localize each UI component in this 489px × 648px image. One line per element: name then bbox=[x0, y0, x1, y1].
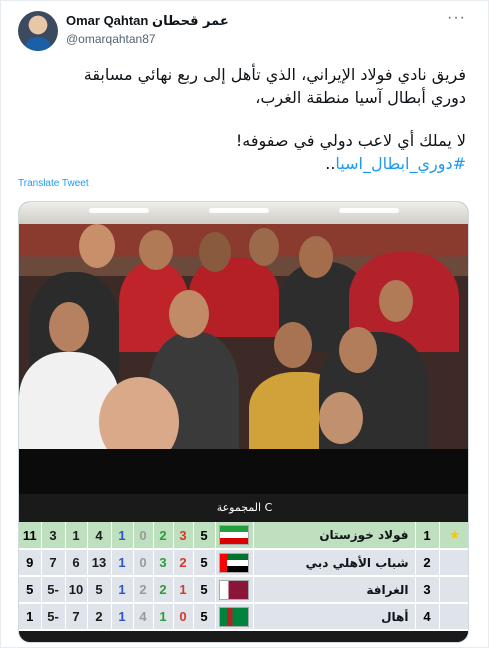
won-cell: 3 bbox=[153, 549, 173, 576]
goal-diff-cell: 5- bbox=[41, 603, 65, 630]
team-name-cell: الغرافة bbox=[253, 576, 415, 603]
table-row bbox=[19, 603, 469, 630]
lost-cell: 1 bbox=[111, 603, 133, 630]
tweet-text bbox=[16, 63, 466, 175]
stat-cell: 0 bbox=[173, 603, 193, 630]
uae-flag-icon bbox=[219, 553, 249, 573]
goal-diff-cell: 7 bbox=[41, 549, 65, 576]
rank-cell: 4 bbox=[415, 603, 439, 630]
points-cell: 11 bbox=[19, 522, 41, 549]
star-icon bbox=[439, 576, 469, 603]
flag-cell bbox=[215, 603, 253, 630]
goals-against-cell: 6 bbox=[65, 549, 87, 576]
goals-for-cell: 13 bbox=[87, 549, 111, 576]
author-handle[interactable]: @omarqahtan87 bbox=[66, 32, 156, 46]
author-name-row[interactable] bbox=[66, 13, 229, 29]
tweet-image[interactable] bbox=[18, 201, 469, 643]
stat-cell: 2 bbox=[173, 549, 193, 576]
rank-cell: 2 bbox=[415, 549, 439, 576]
turkmenistan-flag-icon bbox=[219, 607, 249, 627]
hashtag-link[interactable]: #دوري_ابطال_اسيا bbox=[335, 154, 466, 173]
table-row bbox=[19, 522, 469, 549]
won-cell: 1 bbox=[153, 603, 173, 630]
team-name-cell: شباب الأهلي دبي bbox=[253, 549, 415, 576]
stat-cell: 1 bbox=[173, 576, 193, 603]
rank-cell: 3 bbox=[415, 576, 439, 603]
tweet-line: لا يملك أي لاعب دولي في صفوفه! bbox=[235, 131, 466, 150]
avatar[interactable] bbox=[18, 11, 58, 51]
goals-for-cell: 4 bbox=[87, 522, 111, 549]
lost-cell: 1 bbox=[111, 522, 133, 549]
table-row bbox=[19, 549, 469, 576]
points-cell: 1 bbox=[19, 603, 41, 630]
image-black-band bbox=[19, 449, 469, 494]
goals-against-cell: 7 bbox=[65, 603, 87, 630]
star-icon bbox=[439, 603, 469, 630]
tweet-line bbox=[16, 152, 466, 175]
drawn-cell: 0 bbox=[133, 549, 153, 576]
author-display-name[interactable]: Omar Qahtan bbox=[66, 13, 149, 28]
goals-for-cell: 2 bbox=[87, 603, 111, 630]
stat-cell: 3 bbox=[173, 522, 193, 549]
drawn-cell: 4 bbox=[133, 603, 153, 630]
goals-for-cell: 5 bbox=[87, 576, 111, 603]
tweet-line: فريق نادي فولاد الإيراني، الذي تأهل إلى ربع نهائي مسابقة bbox=[83, 65, 466, 84]
played-cell: 5 bbox=[193, 549, 215, 576]
translate-tweet-link[interactable]: Translate Tweet bbox=[18, 178, 89, 189]
standings-table bbox=[19, 522, 469, 631]
goal-diff-cell: 5- bbox=[41, 576, 65, 603]
played-cell: 5 bbox=[193, 603, 215, 630]
ellipsis-text: .. bbox=[325, 154, 336, 173]
lost-cell: 1 bbox=[111, 576, 133, 603]
table-row bbox=[19, 576, 469, 603]
flag-cell bbox=[215, 522, 253, 549]
rank-cell: 1 bbox=[415, 522, 439, 549]
played-cell: 5 bbox=[193, 576, 215, 603]
star-icon: ★ bbox=[439, 522, 469, 549]
drawn-cell: 0 bbox=[133, 522, 153, 549]
flag-cell bbox=[215, 549, 253, 576]
team-celebration-photo bbox=[19, 202, 469, 449]
iran-flag-icon bbox=[219, 525, 249, 545]
team-name-cell: فولاد خوزستان bbox=[253, 522, 415, 549]
won-cell: 2 bbox=[153, 522, 173, 549]
points-cell: 5 bbox=[19, 576, 41, 603]
author-arabic-name[interactable]: عمر قحطان bbox=[151, 14, 229, 29]
flag-cell bbox=[215, 576, 253, 603]
tweet-line: دوري أبطال آسيا منطقة الغرب، bbox=[255, 88, 466, 107]
goals-against-cell: 10 bbox=[65, 576, 87, 603]
goal-diff-cell: 3 bbox=[41, 522, 65, 549]
qatar-flag-icon bbox=[219, 580, 249, 600]
more-options-icon[interactable]: ··· bbox=[447, 9, 466, 26]
standings-table-image bbox=[19, 494, 469, 643]
won-cell: 2 bbox=[153, 576, 173, 603]
team-name-cell: أهال bbox=[253, 603, 415, 630]
drawn-cell: 2 bbox=[133, 576, 153, 603]
group-title: المجموعة C bbox=[19, 494, 469, 522]
goals-against-cell: 1 bbox=[65, 522, 87, 549]
points-cell: 9 bbox=[19, 549, 41, 576]
lost-cell: 1 bbox=[111, 549, 133, 576]
played-cell: 5 bbox=[193, 522, 215, 549]
star-icon bbox=[439, 549, 469, 576]
